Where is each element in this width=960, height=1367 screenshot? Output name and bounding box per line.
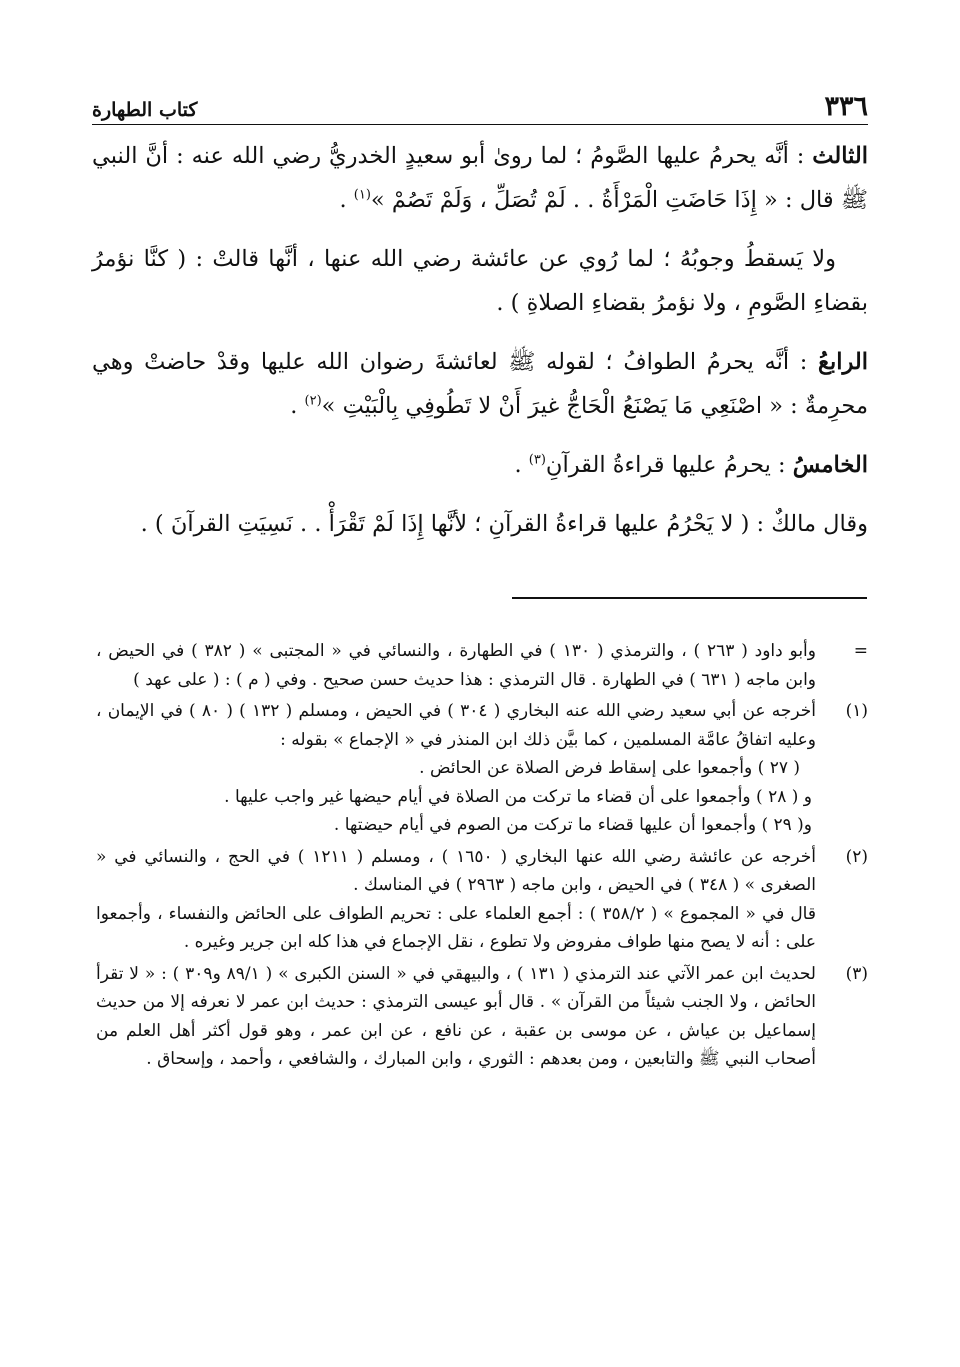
footnote-body bbox=[96, 637, 816, 694]
footnote-text: لحديث ابن عمر الآتي عند الترمذي ( ١٣١ ) ، والبيهقي في « السنن الكبرى » ( ٨٩/١ و٣٠٩ ) : « لا تقرأ الحائض ، ولا الجنب شيئاً من القرآن » . قال أبو عيسى الترمذي : حديث ابن عمر لا نعرفه إلا من حديث إسماعيل بن عياش ، عن موسى بن عقبة ، عن نافع ، عن ابن عمر ، وهو قول أكثر أهل العلم من أصحاب النبي ﷺ والتابعين ، ومن بعدهم : الثوري ، وابن المبارك ، والشافعي ، وأحمد ، وإسحاق . bbox=[96, 963, 816, 1069]
paragraph-text: : أنَّه يحرمُ الطوافُ ؛ لقوله ﷺ لعائشةَ رضوان الله عليها وقدْ حاضتْ وهي محرِمةٌ : « اصْنَعِي مَا يَصْنَعُ الْحَاجُّ غيرَ أَنْ لا تَطُوفِي بِالْبَيْتِ » bbox=[92, 349, 868, 419]
footnote-ref-2[interactable]: (٢) bbox=[304, 393, 322, 409]
paragraph-third bbox=[92, 134, 868, 222]
paragraph-fifth bbox=[92, 443, 868, 487]
main-text bbox=[92, 134, 868, 561]
footnote-text: أخرجه عن أبي سعيد رضي الله عنه البخاري ( ٣٠٤ ) في الحيض ، ومسلم ( ١٣٢ ) ( ٨٠ ) في الإيمان ، وعليه اتفاقُ عامَّة المسلمين ، كما بيَّن ذلك ابن المنذر في « الإجماع » بقوله : bbox=[96, 701, 816, 750]
page-number: ٣٣٦ bbox=[824, 91, 868, 122]
paragraph-fourth bbox=[92, 340, 868, 428]
paragraph-end: . bbox=[514, 452, 529, 478]
paragraph-fast-makeup bbox=[92, 237, 868, 325]
footnote-ref-3[interactable]: (٣) bbox=[528, 452, 546, 468]
paragraph-lead: الخامسُ bbox=[792, 452, 868, 478]
page-header bbox=[92, 80, 868, 125]
paragraph-text: : أنَّه يحرمُ عليها الصَّومُ ؛ لما روىٰ أبو سعيدٍ الخدريُّ رضي الله عنه : أنَّ النبي ﷺ قال : « إِذَا حَاضَتِ الْمَرْأَةُ . . لَمْ تُصَلِّ ، وَلَمْ تَصُمْ » bbox=[92, 143, 868, 213]
footnote-3 bbox=[96, 960, 868, 1074]
footnote-1 bbox=[96, 697, 868, 840]
footnote-separator bbox=[512, 597, 867, 599]
footnote-body bbox=[96, 960, 816, 1074]
paragraph-text: ولا يَسقطُ وجوبُهُ ؛ لما رُوي عن عائشة رضي الله عنها ، أنَّها قالتْ : ( كنَّا نؤمرُ بقضاءِ الصَّومِ ، ولا نؤمرُ بقضاءِ الصلاةِ ) . bbox=[92, 246, 868, 316]
paragraph-lead: الثالث bbox=[812, 143, 868, 169]
footnote-text-continued: قال في « المجموع » ( ٣٥٨/٢ ) : أجمع العلماء على : تحريم الطواف على الحائض والنفساء ، وأجمعوا على : أنه لا يصح منها طواف مفروض ولا تطوع ، نقل الإجماع في هذا كله ابن جرير وغيره . bbox=[96, 903, 816, 952]
footnote-mark: = bbox=[853, 641, 868, 661]
paragraph-text: وقال مالكٌ : ( لا يَحْرُمُ عليها قراءةُ القرآنِ ؛ لأنَّها إِذَا لَمْ تَقْرَأْ . . نَسِيَتِ القرآنَ ) . bbox=[140, 511, 868, 537]
footnote-2 bbox=[96, 843, 868, 957]
consensus-item-29: و( ٢٩ ) وأجمعوا أن عليها قضاء ما تركت من الصوم في أيام حيضتها . bbox=[333, 815, 812, 835]
footnote-body bbox=[96, 697, 816, 840]
paragraph-end: . bbox=[290, 393, 305, 419]
paragraph-end: . bbox=[339, 187, 354, 213]
running-title: كتاب الطهارة bbox=[92, 99, 198, 121]
footnotes bbox=[96, 637, 868, 1077]
paragraph-lead: الرابعُ bbox=[817, 349, 868, 375]
footnote-continuation bbox=[96, 637, 868, 694]
footnote-text: أخرجه عن عائشة رضي الله عنها البخاري ( ١٦٥٠ ) ، ومسلم ( ١٢١١ ) في الحج ، والنسائي في « الصغرى » ( ٣٤٨ ) في الحيض ، وابن ماجه ( ٢٩٦٣ ) في المناسك . bbox=[96, 846, 817, 895]
consensus-item-27: ( ٢٧ ) وأجمعوا على إسقاط فرض الصلاة عن الحائض . bbox=[419, 758, 800, 778]
footnote-text: وأبو داود ( ٢٦٣ ) ، والترمذي ( ١٣٠ ) في الطهارة ، والنسائي في « المجتبى » ( ٣٨٢ ) في الحيض ، وابن ماجه ( ٦٣١ ) في الطهارة . قال الترمذي : هذا حديث حسن صحيح . وفي ( م ) : ( على عهد ) bbox=[96, 641, 816, 690]
footnote-mark[interactable]: (٢) bbox=[845, 846, 868, 867]
footnote-mark[interactable]: (١) bbox=[845, 701, 868, 721]
footnote-mark[interactable]: (٣) bbox=[845, 963, 868, 984]
paragraph-malik bbox=[92, 502, 868, 546]
consensus-item-28: و ( ٢٨ ) وأجمعوا على أن قضاء ما تركت من الصلاة في أيام حيضها غير واجب عليها . bbox=[224, 786, 812, 807]
paragraph-text: : يحرمُ عليها قراءةُ القرآنِ bbox=[545, 452, 793, 478]
footnote-ref-1[interactable]: (١) bbox=[353, 187, 371, 203]
footnote-body bbox=[96, 843, 816, 957]
